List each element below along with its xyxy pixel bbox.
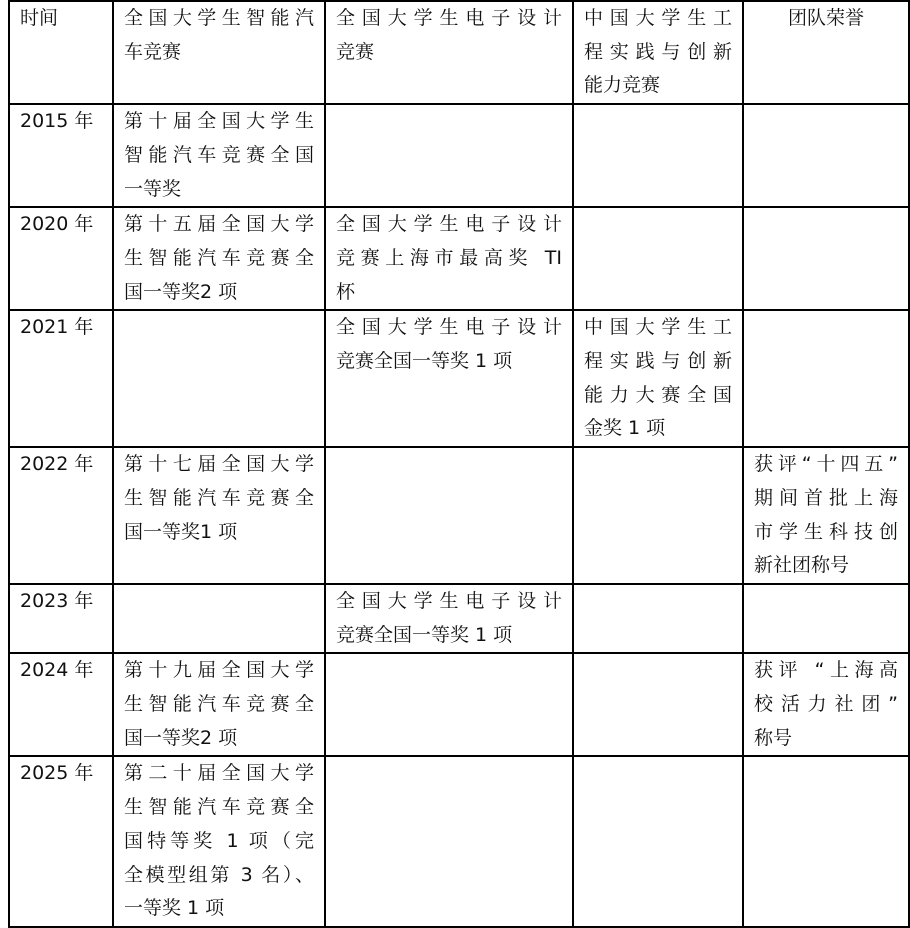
cell-text-line: 金奖 1 项 <box>584 417 666 440</box>
cell-text-line: 国一等奖2 项 <box>124 726 238 749</box>
award-cell <box>113 584 325 653</box>
table-row <box>9 310 909 447</box>
year-cell: 2024 年 <box>9 653 113 756</box>
cell-text-line: 程实践与创新 <box>584 350 732 373</box>
award-cell <box>743 584 909 653</box>
cell-text-line: 一等奖 <box>124 177 182 200</box>
cell-text-line: 全国大学生智能汽 <box>124 7 314 29</box>
cell-text-line: 杯 <box>336 280 356 303</box>
year-cell: 2023 年 <box>9 584 113 653</box>
award-cell <box>573 756 743 927</box>
cell-text-line: 新社团称号 <box>754 554 850 577</box>
cell-text-line: 能力竞赛 <box>584 74 661 97</box>
award-cell <box>743 104 909 207</box>
award-cell <box>573 104 743 207</box>
award-cell <box>325 653 573 756</box>
cell-text-line: 车竞赛 <box>124 40 182 63</box>
award-cell <box>743 207 909 310</box>
cell-text-line: 国特等奖 1 项（完 <box>124 829 314 852</box>
award-cell <box>573 447 743 584</box>
cell-text-line: 智能汽车竞赛全国 <box>124 143 314 166</box>
table-row <box>9 207 909 310</box>
award-cell <box>325 104 573 207</box>
cell-text-line: 中国大学生工 <box>584 7 732 29</box>
cell-text-line: 时间 <box>20 7 59 29</box>
cell-text-line: 第十七届全国大学 <box>124 453 314 476</box>
award-cell <box>743 310 909 447</box>
award-cell <box>573 584 743 653</box>
table-row <box>9 447 909 584</box>
year-cell: 2015 年 <box>9 104 113 207</box>
cell-text-line: 一等奖 1 项 <box>124 897 225 920</box>
cell-text-line: 全国大学生电子设计 <box>336 213 562 236</box>
award-cell <box>113 653 325 756</box>
table-row <box>9 653 909 756</box>
year-cell: 2022 年 <box>9 447 113 584</box>
cell-text-line: 称号 <box>754 726 793 749</box>
cell-text-line: 第二十届全国大学 <box>124 762 314 785</box>
cell-text-line: 生智能汽车竞赛全 <box>124 486 314 509</box>
header-cell <box>573 1 743 104</box>
cell-text-line: 竞赛 <box>336 40 375 63</box>
cell-text-line: 获评“十四五” <box>754 453 898 476</box>
awards-table <box>8 0 910 928</box>
cell-text-line: 程实践与创新 <box>584 40 732 63</box>
award-cell <box>113 447 325 584</box>
cell-text-line: 竞赛全国一等奖 1 项 <box>336 623 513 646</box>
award-cell <box>325 447 573 584</box>
award-cell <box>325 207 573 310</box>
award-cell <box>325 756 573 927</box>
cell-text-line: 第十九届全国大学 <box>124 659 314 682</box>
cell-text-line: 团队荣誉 <box>787 7 864 29</box>
cell-text-line <box>124 69 314 103</box>
header-cell <box>9 1 113 104</box>
cell-text-line: 市学生科技创 <box>754 520 898 543</box>
award-cell <box>113 310 325 447</box>
table-row <box>9 756 909 927</box>
cell-text-line: 全国大学生电子设计 <box>336 7 562 29</box>
cell-text-line: 竞赛上海市最高奖 TI <box>336 246 562 269</box>
award-cell <box>325 584 573 653</box>
award-cell <box>573 310 743 447</box>
header-cell <box>113 1 325 104</box>
cell-text-line: 全国大学生电子设计 <box>336 316 562 339</box>
cell-text-line: 生智能汽车竞赛全 <box>124 246 314 269</box>
cell-text-line: 全模型组第 3 名）、 <box>124 863 314 886</box>
cell-text-line: 能力大赛全国 <box>584 383 732 406</box>
year-cell: 2020 年 <box>9 207 113 310</box>
award-cell <box>113 207 325 310</box>
cell-text-line: 全国大学生电子设计 <box>336 589 562 612</box>
cell-text-line: 获评 “上海高 <box>754 659 898 682</box>
award-cell <box>113 756 325 927</box>
cell-text-line: 竞赛全国一等奖 1 项 <box>336 350 513 373</box>
award-cell <box>113 104 325 207</box>
cell-text-line: 国一等奖1 项 <box>124 520 238 543</box>
cell-text-line: 中国大学生工 <box>584 316 732 339</box>
award-cell <box>325 310 573 447</box>
cell-text-line: 期间首批上海 <box>754 486 898 509</box>
award-cell <box>743 756 909 927</box>
table-row <box>9 584 909 653</box>
award-cell <box>743 653 909 756</box>
cell-text-line: 校活力社团” <box>754 693 898 716</box>
year-cell: 2021 年 <box>9 310 113 447</box>
cell-text-line: 国一等奖2 项 <box>124 280 238 303</box>
table-row <box>9 104 909 207</box>
cell-text-line: 生智能汽车竞赛全 <box>124 693 314 716</box>
year-cell: 2025 年 <box>9 756 113 927</box>
award-cell <box>573 653 743 756</box>
award-cell <box>743 447 909 584</box>
header-row <box>9 1 909 104</box>
header-cell <box>325 1 573 104</box>
award-cell <box>573 207 743 310</box>
cell-text-line: 第十五届全国大学 <box>124 213 314 236</box>
cell-text-line: 第十届全国大学生 <box>124 110 314 133</box>
cell-text-line: 生智能汽车竞赛全 <box>124 796 314 819</box>
header-cell <box>743 1 909 104</box>
